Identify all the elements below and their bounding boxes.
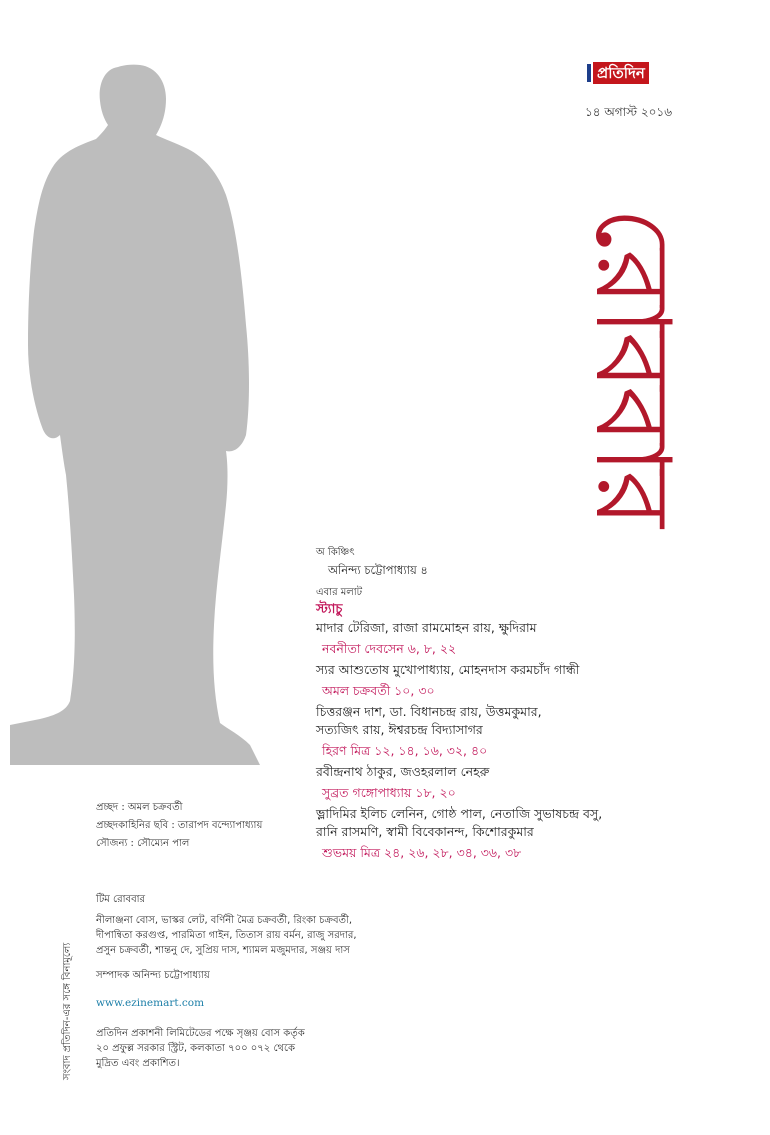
cover-credit-1: প্রচ্ছদ : অমল চক্রবর্তী — [96, 802, 183, 813]
cover-credit-2: প্রচ্ছদকাহিনির ছবি : তারাপদ বন্দ্যোপাধ্যায় — [96, 820, 263, 831]
statue-silhouette — [0, 55, 300, 765]
team-members-2: দীপান্বিতা করগুপ্ত, পারমিতা গাইন, তিতাস রায় বর্মন, রাজু সরদার, — [96, 930, 357, 941]
entry-2-credit: অমল চক্রবর্তী ১০, ৩০ — [322, 683, 435, 698]
section1-label: অ কিঞ্চিৎ — [316, 547, 355, 558]
entry-5-subjects: ভ্লাদিমির ইলিচ লেনিন, গোষ্ঠ পাল, নেতাজি সুভাষচন্দ্র বসু, — [316, 806, 603, 821]
editor-line: সম্পাদক অনিন্দ্য চট্টোপাধ্যায় — [96, 970, 210, 981]
entry-3-credit: হিরণ মিত্র ১২, ১৪, ১৬, ৩২, ৪০ — [322, 743, 488, 758]
entry-5-credit: শুভময় মিত্র ২৪, ২৬, ২৮, ৩৪, ৩৬, ৩৮ — [322, 845, 522, 860]
publisher-line-1: প্রতিদিন প্রকাশনী লিমিটেডের পক্ষে সৃঞ্জয় বোস কর্তৃক — [96, 1028, 305, 1039]
cover-heading: স্ট্যাচু — [316, 602, 343, 617]
section1-author: অনিন্দ্য চট্টোপাধ্যায় ৪ — [328, 563, 428, 577]
entry-4-subjects: রবীন্দ্রনাথ ঠাকুর, জওহরলাল নেহরু — [316, 764, 490, 779]
newspaper-logo — [587, 62, 649, 84]
entry-3-subjects-cont: সত্যজিৎ রায়, ঈশ্বরচন্দ্র বিদ্যাসাগর — [316, 722, 483, 737]
publisher-line-2: ২০ প্রফুল্ল সরকার স্ট্রিট, কলকাতা ৭০০ ০৭২ থেকে — [96, 1043, 296, 1054]
cover-credit-3: সৌজন্য : সৌম্যেন পাল — [96, 838, 190, 849]
entry-3-subjects: চিত্তরঞ্জন দাশ, ডা. বিধানচন্দ্র রায়, উত্তমকুমার, — [316, 704, 542, 719]
entry-5-subjects-cont: রানি রাসমণি, স্বামী বিবেকানন্দ, কিশোরকুমার — [316, 824, 534, 839]
team-heading: টিম রোববার — [96, 894, 146, 905]
logo-text: প্রতিদিন — [593, 62, 649, 84]
cover-label: এবার মলাট — [316, 587, 363, 598]
team-members-1: নীলাঞ্জনা বোস, ভাস্কর লেট, বর্ণিনী মৈত্র চক্রবর্তী, রিংকা চক্রবর্তী, — [96, 915, 353, 926]
logo-mark-icon — [587, 64, 591, 82]
website-link[interactable]: www.ezinemart.com — [96, 997, 205, 1009]
entry-1-subjects: মাদার টেরিজা, রাজা রামমোহন রায়, ক্ষুদিরাম — [316, 620, 537, 635]
publisher-line-3: মুদ্রিত এবং প্রকাশিত। — [96, 1058, 180, 1069]
entry-4-credit: সুব্রত গঙ্গোপাধ্যায় ১৮, ২০ — [322, 785, 456, 800]
team-members-3: প্রসুন চক্রবর্তী, শান্তনু দে, সুপ্রিয় দাস, শ্যামল মজুমদার, সঞ্জয় দাস — [96, 945, 350, 956]
magazine-title: রোববার — [572, 206, 694, 524]
issue-date: ১৪ অগাস্ট ২০১৬ — [585, 105, 673, 119]
free-with-newspaper-note: সংবাদ প্রতিদিন-এর সঙ্গে বিনামূল্যে — [62, 942, 73, 1080]
entry-2-subjects: স্যর আশুতোষ মুখোপাধ্যায়, মোহনদাস করমচাঁদ গান্ধী — [316, 662, 580, 677]
entry-1-credit: নবনীতা দেবসেন ৬, ৮, ২২ — [322, 641, 457, 656]
